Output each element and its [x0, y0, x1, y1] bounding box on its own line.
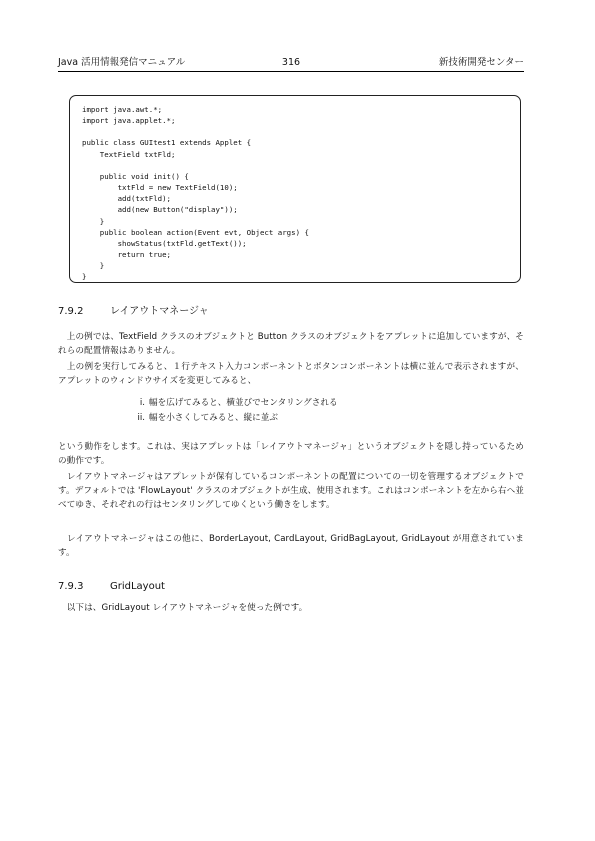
- paragraph: 上の例を実行してみると、１行テキスト入力コンポーネントとボタンコンポーネントは横に並んで表示されますが、アプレットのウィンドウサイズを変更してみると、: [58, 362, 524, 386]
- code-line: add(new Button("display"));: [82, 205, 238, 215]
- section-number: 7.9.2: [58, 306, 84, 317]
- header-rule: [58, 71, 524, 72]
- page-number: 316: [281, 57, 301, 68]
- list-marker: ii.: [137, 413, 145, 423]
- code-line: import java.awt.*;: [82, 105, 163, 114]
- list-marker: i.: [139, 398, 145, 408]
- behavior-list: [131, 396, 338, 426]
- header-organization: 新技術開発センター: [438, 57, 524, 68]
- code-line: [82, 126, 309, 137]
- list-item-text: 幅を広げてみると、横並びでセンタリングされる: [149, 398, 338, 408]
- list-item: [131, 396, 338, 411]
- code-line: return true;: [82, 250, 171, 260]
- code-line: txtFld = new TextField(10);: [82, 183, 238, 193]
- list-item-text: 幅を小さくしてみると、縦に並ぶ: [149, 413, 278, 423]
- code-line: public void init() {: [82, 171, 189, 181]
- code-line: [82, 160, 309, 171]
- paragraph: レイアウトマネージャはこの他に、BorderLayout, CardLayout, GridBagLayout, GridLayout が用意されています。: [58, 534, 524, 558]
- code-line: }: [82, 261, 105, 271]
- code-line: public boolean action(Event evt, Object args) {: [82, 227, 309, 237]
- section-number: 7.9.3: [58, 581, 84, 592]
- paragraph: という動作をします。これは、実はアプレットは「レイアウトマネージャ」というオブジェクトを隠し持っているための動作です。: [58, 442, 524, 466]
- code-line: }: [82, 272, 87, 282]
- paragraph: 上の例では、TextField クラスのオブジェクトと Button クラスのオブジェクトをアプレットに追加していますが、それらの配置情報はありません。: [58, 332, 524, 356]
- section-heading-7-9-3: [58, 580, 165, 594]
- code-line: }: [82, 216, 105, 226]
- code-line: showStatus(txtFld.getText());: [82, 238, 247, 248]
- paragraph: レイアウトマネージャはアプレットが保有しているコンポーネントの配置についての一切を管理するオブジェクトです。デフォルトでは 'FlowLayout' クラスのオブジェクトが生成、使用されます。これはコンポーネントを左から右へ並べてゆき、それぞれの行はセンタリングしてゆくという働きをします。: [58, 472, 524, 510]
- code-line: TextField txtFld;: [82, 149, 176, 159]
- code-line: add(txtFld);: [82, 194, 171, 204]
- code-listing: [82, 104, 309, 283]
- code-listing-box: [69, 95, 521, 283]
- code-line: import java.applet.*;: [82, 116, 176, 126]
- paragraph: 以下は、GridLayout レイアウトマネージャを使った例です。: [58, 603, 308, 613]
- section-heading-7-9-2: [58, 305, 209, 319]
- header-manual-title: Java 活用情報発信マニュアル: [58, 57, 186, 68]
- section-title: レイアウトマネージャ: [110, 306, 209, 317]
- section-title: GridLayout: [110, 581, 165, 592]
- list-item: [131, 411, 338, 426]
- code-line: public class GUItest1 extends Applet {: [82, 138, 252, 148]
- page-header: [58, 56, 524, 70]
